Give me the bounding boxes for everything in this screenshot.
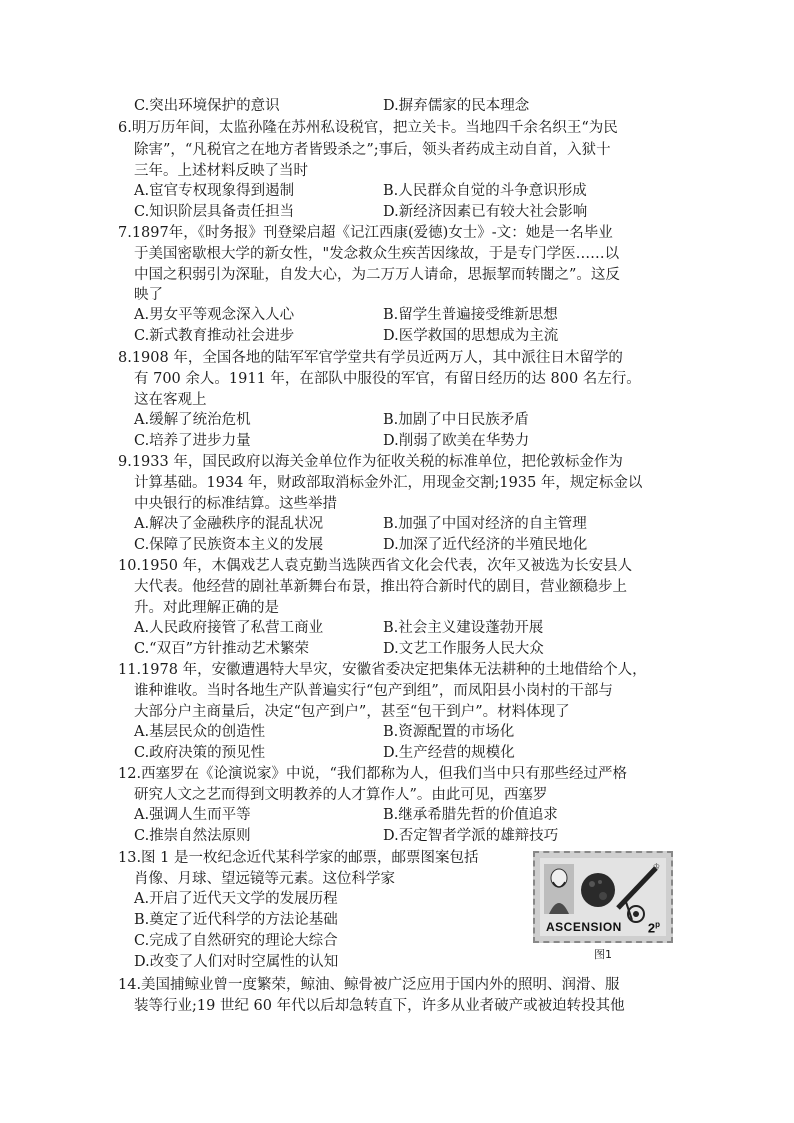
q5-option-d: D.摒弃儒家的民本理念 (383, 98, 530, 114)
q10-option-a: A.人民政府接管了私营工商业 (134, 620, 324, 636)
q12-option-c: C.推崇自然法原则 (134, 828, 251, 844)
q11-stem-line-3: 大部分户主商量后，决定“包产到户”，甚至“包干到户”。材料体现了 (134, 704, 570, 720)
q6-stem-line-1: 6.明万历年间，太监孙隆在苏州私设税官，把立关卡。当地四千余名织王“为民 (118, 120, 618, 136)
q14-stem-line-2: 装等行业;19 世纪 60 年代以后却急转直下，许多从业者破产或被迫转投其他 (134, 998, 625, 1014)
q7-option-a: A.男女平等观念深入人心 (134, 307, 295, 323)
q9-option-b: B.加强了中国对经济的自主管理 (383, 516, 587, 532)
q8-stem-line-3: 这在客观上 (134, 392, 207, 408)
q7-stem-line-4: 映了 (134, 287, 163, 303)
q13-option-b: B.奠定了近代科学的方法论基础 (134, 912, 338, 928)
stamp-value-label (648, 920, 660, 935)
q13-option-a: A.开启了近代天文学的发展历程 (134, 891, 338, 907)
q10-stem-line-2: 大代表。他经营的剧社革新舞台布景，推出符合新时代的剧目，营业额稳步上 (134, 579, 627, 595)
q11-option-d: D.生产经营的规模化 (383, 745, 515, 761)
q6-option-b: B.人民群众自觉的斗争意识形成 (383, 183, 587, 199)
q8-option-c: C.培养了进步力量 (134, 433, 251, 449)
q12-stem-line-2: 研究人文之艺而得到文明教养的人才算作人”。由此可见，西塞罗 (134, 787, 548, 803)
q6-option-a: A.宦官专权现象得到遏制 (134, 183, 295, 199)
q11-option-b: B.资源配置的市场化 (383, 724, 515, 740)
q11-stem-line-2: 谁种谁收。当时各地生产队普遍实行“包产到组”，而凤阳县小岗村的干部与 (134, 683, 613, 699)
q10-stem-line-1: 10.1950 年，木偶戏艺人袁克勤当选陕西省文化会代表，次年又被选为长安县人 (118, 558, 633, 574)
stamp-crown-icon: ♔ (652, 862, 660, 871)
q10-option-c: C.“双百”方针推动艺术繁荣 (134, 641, 310, 657)
q12-option-a: A.强调人生而平等 (134, 807, 251, 823)
commemorative-stamp-image (533, 851, 673, 943)
figure-caption: 图1 (594, 948, 612, 961)
q9-option-c: C.保障了民族资本主义的发展 (134, 537, 324, 553)
q13-option-d: D.改变了人们对时空属性的认知 (134, 954, 339, 970)
q12-option-b: B.继承希腊先哲的价值追求 (383, 807, 558, 823)
q13-stem-line-2: 肖像、月球、望远镜等元素。这位科学家 (134, 871, 395, 887)
q10-option-b: B.社会主义建设蓬勃开展 (383, 620, 544, 636)
q9-option-d: D.加深了近代经济的半殖民地化 (383, 537, 588, 553)
stamp-value-number: 2 (647, 920, 656, 935)
q11-option-a: A.基层民众的创造性 (134, 724, 266, 740)
q8-option-a: A.缓解了统治危机 (134, 412, 251, 428)
stamp-country-label: ASCENSION (546, 920, 622, 934)
q7-option-c: C.新式教育推动社会进步 (134, 328, 295, 344)
q12-option-d: D.否定智者学派的雄辩技巧 (383, 828, 559, 844)
q6-stem-line-3: 三年。上述材料反映了当时 (134, 163, 308, 179)
q13-stem-line-1: 13.图 1 是一枚纪念近代某科学家的邮票，邮票图案包括 (118, 850, 479, 866)
q13-option-c: C.完成了自然研究的理论大综合 (134, 933, 338, 949)
q8-option-d: D.削弱了欧美在华势力 (383, 433, 530, 449)
q10-option-d: D.文艺工作服务人民大众 (383, 641, 544, 657)
q7-stem-line-1: 7.1897年，《时务报》刊登梁启超《记江西康(爱德)女士》-文：她是一名毕业 (118, 225, 613, 241)
q8-option-b: B.加剧了中日民族矛盾 (383, 412, 529, 428)
q12-stem-line-1: 12.西塞罗在《论演说家》中说，“我们都称为人，但我们当中只有那些经过严格 (118, 766, 627, 782)
q5-option-c: C.突出环境保护的意识 (134, 98, 280, 114)
q9-stem-line-1: 9.1933 年，国民政府以海关金单位作为征收关税的标准单位，把伦敦标金作为 (118, 454, 623, 470)
q7-stem-line-2: 于美国密歇根大学的新女性，"发念救众生疾苦因缘故，于是专门学医……以 (134, 246, 620, 262)
q9-stem-line-2: 计算基础。1934 年，财政部取消标金外汇，用现金交割;1935 年，规定标金以 (134, 475, 643, 491)
q6-stem-line-2: 除害”，“凡税官之在地方者皆毁杀之”;事后，领头者药成主动自首，入狱十 (134, 142, 611, 158)
q8-stem-line-1: 8.1908 年，全国各地的陆军军官学堂共有学员近两万人，其中派往日木留学的 (118, 350, 623, 366)
q14-stem-line-1: 14.美国捕鲸业曾一度繁荣，鲸油、鲸骨被广泛应用于国内外的照明、润滑、服 (118, 977, 620, 993)
q8-stem-line-2: 有 700 余人。1911 年，在部队中服役的军官，有留日经历的达 800 名左行。 (134, 371, 641, 387)
q7-option-b: B.留学生普遍接受维新思想 (383, 307, 558, 323)
q10-stem-line-3: 升。对此理解正确的是 (134, 600, 279, 616)
q11-option-c: C.政府决策的预见性 (134, 745, 266, 761)
stamp-artwork (540, 858, 666, 936)
q7-stem-line-3: 中国之积弱引为深耻，自发大心，为二万万人请命，思振挈而转闇之”。这反 (134, 267, 620, 283)
stamp-value-unit: p (655, 919, 660, 929)
q9-stem-line-3: 中央银行的标准结算。这些举措 (134, 496, 337, 512)
q9-option-a: A.解决了金融秩序的混乱状况 (134, 516, 324, 532)
q6-option-d: D.新经济因素已有较大社会影响 (383, 204, 588, 220)
q6-option-c: C.知识阶层具备责任担当 (134, 204, 295, 220)
q7-option-d: D.医学救国的思想成为主流 (383, 328, 559, 344)
q11-stem-line-1: 11.1978 年，安徽遭遇特大旱灾，安徽省委决定把集体无法耕种的土地借给个人， (118, 662, 647, 678)
